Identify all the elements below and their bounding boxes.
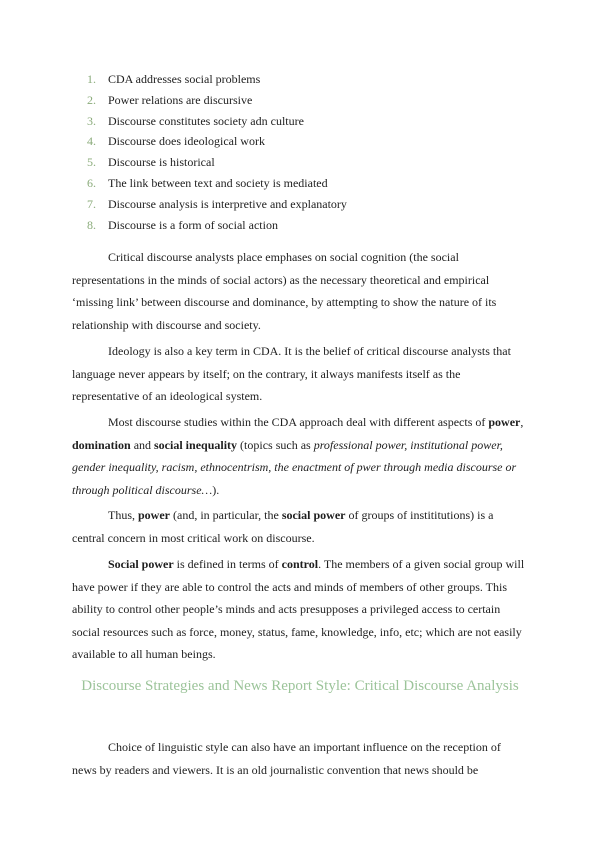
list-text: Discourse constitutes society adn culture bbox=[108, 113, 304, 128]
paragraph-text: (and, in particular, the bbox=[170, 508, 282, 522]
list-text: Discourse is a form of social action bbox=[108, 217, 278, 232]
paragraph-text: (topics such as bbox=[237, 437, 314, 452]
paragraph-text: ). bbox=[212, 482, 220, 497]
list-item bbox=[0, 90, 600, 111]
bold-term: power bbox=[488, 415, 521, 429]
paragraph-power bbox=[72, 504, 528, 549]
list-number: 8. bbox=[87, 217, 96, 232]
list-text: Discourse is historical bbox=[108, 155, 215, 170]
paragraph-text: is defined in terms of bbox=[173, 557, 282, 571]
list-item bbox=[0, 131, 600, 152]
list-number: 1. bbox=[87, 72, 96, 86]
list-number: 7. bbox=[87, 196, 96, 211]
list-item bbox=[0, 173, 600, 194]
paragraph-ideology bbox=[72, 340, 528, 408]
paragraph-text: Critical discourse analysts place emphases on social cognition (the social representations in the minds of social actors) as the necessary theoretical and empirical ‘missing link’ between discourse and dominance, by attempting to show the nature of its relationship with discourse and society. bbox=[72, 250, 497, 332]
section-heading: Discourse Strategies and News Report Style: Critical Discourse Analysis bbox=[81, 678, 519, 694]
italic-examples: professional power, institutional power, gender inequality, racism, ethnocentrism, the enactment of pwer through media discourse or through political discourse… bbox=[72, 437, 517, 497]
bold-term: social power bbox=[281, 508, 346, 522]
paragraph-text: Thus, bbox=[108, 508, 138, 522]
list-text: CDA addresses social problems bbox=[108, 72, 261, 86]
paragraph-text: Most discourse studies within the CDA approach deal with different aspects of bbox=[108, 415, 489, 429]
bold-term: domination bbox=[72, 437, 131, 452]
list-text: Discourse does ideological work bbox=[108, 134, 265, 149]
list-item bbox=[0, 69, 600, 90]
list-number: 6. bbox=[87, 175, 96, 190]
bold-term: social inequality bbox=[154, 437, 238, 452]
paragraph-discourse-studies bbox=[72, 411, 528, 501]
list-number: 2. bbox=[87, 92, 96, 107]
list-text: Power relations are discursive bbox=[108, 92, 253, 107]
bold-term: power bbox=[138, 508, 170, 522]
list-number: 3. bbox=[87, 113, 96, 128]
paragraph-text: , bbox=[520, 415, 524, 429]
paragraph-text: of groups of instititutions) is a central concern in most critical work on discourse. bbox=[72, 508, 494, 545]
list-item bbox=[0, 152, 600, 173]
list-text: Discourse analysis is interpretive and explanatory bbox=[108, 196, 347, 211]
paragraph-social-cognition bbox=[72, 246, 528, 336]
paragraph-social-power bbox=[72, 553, 528, 666]
list-item bbox=[0, 215, 600, 236]
paragraph-text: Ideology is also a key term in CDA. It is the belief of critical discourse analysts that language never appears by itself; on the contrary, it always manifests itself as the representative of an ideological system. bbox=[72, 344, 511, 403]
paragraph-linguistic-style bbox=[72, 736, 528, 781]
paragraph-text: and bbox=[130, 437, 155, 452]
list-item bbox=[0, 194, 600, 215]
bold-term: Social power bbox=[108, 557, 174, 571]
paragraph-text: . The members of a given social group will have power if they are able to control the acts and minds of members of other groups. This ability to control other people’s minds and acts presupposes a privileged access to certain social resources such as force, money, status, fame, knowledge, info, etc; which are not easily available to all human beings. bbox=[72, 557, 525, 661]
list-number: 4. bbox=[87, 134, 96, 149]
bold-term: control bbox=[281, 557, 319, 571]
paragraph-text: Choice of linguistic style can also have an important influence on the reception of news by readers and viewers. It is an old journalistic convention that news should be bbox=[72, 740, 501, 777]
list-number: 5. bbox=[87, 155, 96, 170]
list-item bbox=[0, 111, 600, 132]
principles-list bbox=[0, 69, 600, 235]
list-text: The link between text and society is mediated bbox=[108, 175, 328, 190]
